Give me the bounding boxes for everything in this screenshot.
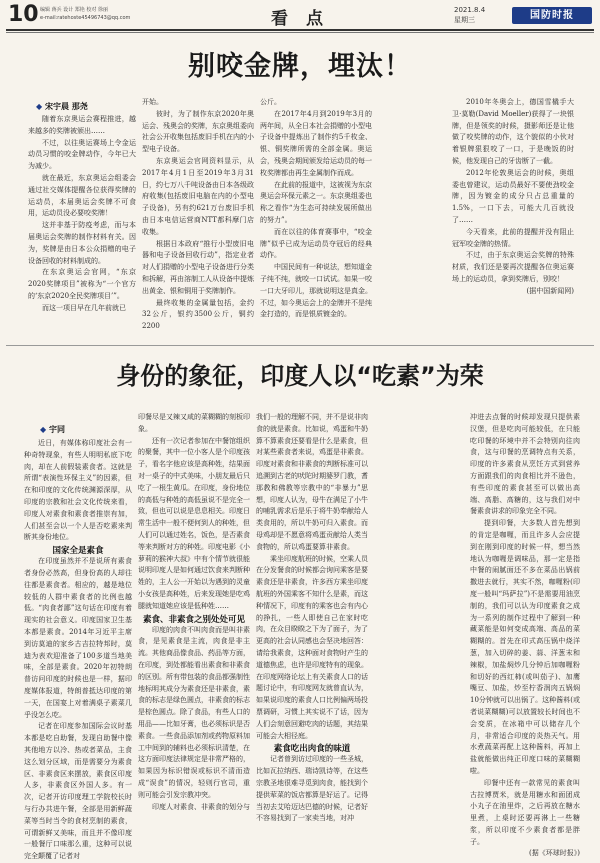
article2-byline <box>40 424 65 435</box>
subheading: 国家全是素食 <box>52 546 104 557</box>
article2-column-4 <box>470 412 580 858</box>
paragraph: 彼时，为了制作东京2020年奥运会、残奥会的奖牌，东京奥组委向社会公开收集包括废旧手机在内的小型电子设备。 <box>142 109 254 154</box>
paragraph: 印度的肉食不叫肉食而是叫非素食，是见素食是主流，肉食是非主流。其他商品像食品、药品等方面，在印度，到处都能看出素食和非素食的区别。所有带包装的食品都强制性地标明其成分为素食还是非素食，素食的标志是绿色圆点，非素食的标志是棕色圆点。除了食品，有些人口的用品——比如牙膏，也必须标识是否素食。一些食品添加剂或药物原料加工中间到的辅料也必须标识清楚，在这方面印度法律规定是非常严格的，如果因为标识错误或标识不清而造成“误食”的情况，轻则行官司，重则可能会引发宗教冲突。 <box>138 625 250 799</box>
newspaper-logo: 国防时报 <box>512 7 592 24</box>
header-rule <box>6 29 594 31</box>
paragraph: 根据日本政府“推行小型废旧电器和电子设备回收行动”，指定业者对人们捐赠的小型电子设备进行分类和拆解，再由溶制工人从设备中提炼出黄金、银和铜用于奖牌制作。 <box>142 239 254 295</box>
subheading: 素食吃出肉食的味道 <box>273 744 351 755</box>
paragraph: 就在最近，东京奥运会组委会通过社交媒体提醒各位获得奖牌的运动员，本届奥运会奖牌不可食用，运动员没必要咬奖牌！ <box>28 173 136 218</box>
article1-byline <box>36 101 88 112</box>
article2-column-3 <box>256 412 368 822</box>
article1-column-3 <box>260 97 372 340</box>
article2-headline: 身份的象征，印度人以“吃素”为荣 <box>116 362 484 390</box>
paragraph: 开始。 <box>142 98 163 106</box>
masthead <box>0 0 600 30</box>
article2-source: (据《环球时报》) <box>529 849 580 858</box>
paragraph: 印度人对素食、非素食的划分与 <box>152 802 250 811</box>
paragraph: 在此前的报道中，这被视为东京奥运会环保元素之一。东京奥组委也称之看作“为生态可持续发展所做出的努力”。 <box>260 180 372 224</box>
paragraph: 在东京奥运会官网，“东京2020奖牌项目”被称为“一个官方的‘东京2020全民奖牌项目’”。 <box>28 268 136 300</box>
paragraph: 还有一次记者参加在中餐馆组织的聚餐，其中一位小客人是个印度孩子，看名字他应该是高种姓，结果面对一桌子的中式美味，小朋友最后只吃了一根生黄瓜。在印度，身份地位的高低与种姓的高低虽说不是完全一致，但也可以说是息息相关。印度日常生活中一般不便何到人的种姓，但人们可以通过姓名，饭色，是否素食等来判断对方的种姓。印度电影《小萝莉的猴神大叔》中有个情节就很能说明印度人是如何通过饮食来判断种姓的，主人公一开始以为遇到的灵童小女孩是高种姓，后来发现她是吃鸡腿就知道她应该是低种姓…… <box>138 436 250 610</box>
paragraph: 中国民间有一种说法，想知道金子纯不纯，就咬一口试试。如果一咬一口大牙印儿，那就说明这是真金。不过，如今奥运会上的金牌并不是纯金打造的，而是银质镀金的。 <box>260 263 372 319</box>
date-text: 2021.8.4 <box>454 6 486 14</box>
article2-column-1 <box>24 438 132 861</box>
editors-line: 编辑 蒋兵 设计 郑艳 校对 徐丽 <box>40 7 108 13</box>
article1-column-4 <box>452 97 574 340</box>
paragraph: 而在以往的体育赛事中，“咬金牌”似乎已成为运动员夺冠后的经典动作。 <box>260 227 372 260</box>
page-number: 10 <box>8 2 39 27</box>
header-rule-thin <box>6 32 594 33</box>
paragraph: 2012年伦敦奥运会的时候，奥组委也曾建议，运动员最好不要使劲咬金牌，因为镀金的成分只占总重量的1.5%，一口下去，可能大几百就没了…… <box>452 168 574 224</box>
weekday-text: 星期三 <box>454 16 475 24</box>
paragraph: 印餐尽是又辣又咸的菜糊糊的刻板印象。 <box>138 413 250 433</box>
article-divider <box>6 345 594 346</box>
paragraph: 在2017年4月到2019年3月的两年间，从全日本社会捐赠的小型电子设备中提炼出了制作约5千枚金、银、铜奖牌所需的全部金属。奥运会，残奥会期间颁发给运动员的每一枚奖牌都由再生金属制作而成。 <box>260 109 372 177</box>
paragraph: 公斤。 <box>260 98 281 106</box>
paragraph: 而这一项目早在几年前就已 <box>42 303 126 312</box>
section-title: 看 点 <box>271 9 329 29</box>
paragraph: 我们一般的理解不同，并不是说非肉食的就是素食。比如说，鸡蛋和牛奶算不算素食还要看是什么是素食，但对某些素食者来说，鸡蛋是非素食。印度对素食和非素食的判断标准可以追溯到古老的吠陀时期婆罗门教，耆那教和佛教等宗教中的“非暴力”思想，印度人认为，母牛在满足了小牛的哺乳需求后是乐于将牛奶奉献给人类食用的，所以牛奶可归入素食。而母鸡却是不愿意将鸡蛋贡献给人类当食物的，所以鸡蛋要算非素食。 <box>256 413 368 551</box>
paragraph: 冲进去点餐的时候却发现只提供素汉堡，但是吃肉可能较低，在只能吃印餐的环境中并不会特别向往肉食，这与印餐的烹调特点有关系，印度的许多素食从烹饪方式到营养方面跟我们的肉食相比并不逊色，有些印度的素食甚至可以做出高端、高脂、高糖的，这与我们对中餐素食讲求的印象完全不同。 <box>470 413 580 516</box>
paragraph: 随着东京奥运会赛程推进，越来越多的奖牌被颁出…… <box>28 115 136 135</box>
paragraph: 不过，以往奥运赛场上令金运动员习惯的咬金牌动作，今年已大为减少。 <box>28 138 136 171</box>
diamond-icon: ◆ <box>40 425 47 434</box>
article2-author: 宇同 <box>48 425 65 434</box>
article1-column-2 <box>142 97 254 340</box>
article2-column-2 <box>138 412 250 822</box>
article1-headline: 别咬金牌，埋汰！ <box>188 51 412 82</box>
diamond-icon: ◆ <box>36 102 43 111</box>
paragraph: 不过，由于东京奥运会奖牌的特殊材质，我们还是要再次提醒各位奥运赛场上的运动员，拿到奖牌后，别咬！ <box>452 251 574 283</box>
paragraph: 最终收集的金属量包括，金约32公斤，银约3500公斤，铜约2200 <box>142 298 254 331</box>
paragraph: 记者曾到访过印度的一些圣城，比如瓦拉纳西、瑞诗凯诗等，在这些宗教圣地很难寻觅到肉食，能找到个提供荤菜的饭店都算是好运了。记得当初去艾哈迈达巴德的时候，记者好不容易找到了一家卖当地，对冲 <box>256 755 368 823</box>
paragraph: 乘坐印度航班的时候，空乘人员在分发餐食的时候都会询问乘客是要素食还是非素食，许多西方乘坐印度航班的外国乘客不知什么是素，而这种情况下，印度有的乘客也会有内心的挣扎，一些人即使自己在家时吃肉，在众目睽睽之下为了面子，为了更高的社会认同感也会坚决地回答：请给我素食，这种面对食物时产生的道德焦虑，也许是印度特有的现象。在印度网络论坛上有关素食人口的话题讨论中，有印度网友就曾直认为，如果说印度的素食人口比例偏两场投票调研，习惯上其实说不了话，因为人们会刻意回避吃肉的话题，其结果可能会大相径庭。 <box>256 554 368 740</box>
subheading: 素食、非素食之别处处可见 <box>142 614 245 625</box>
paragraph: 今天看来，此前的提醒并没有阻止冠军咬金牌的热情。 <box>452 227 574 248</box>
paragraph: 记者在印度参加国际会议时基本都是吃自助餐，发现自助餐中像其他地方以冷、热或者菜品，主食这么划分区域，而是需要分为素食区、非素食区来摆放，素食区印度人多，非素食区外国人多。有一次，记者开访印度理工学院校长时与行办共进午餐，全部是用新鲜蔬菜等当时当令的食材烹制的素食，可谓新鲜又美味，而且并不像印度一般餐厅口味那么重，这种可以说完全颠覆了记者对 <box>24 722 132 861</box>
article1-source: (据中国新闻网) <box>526 286 574 295</box>
article1-column-1 <box>28 114 136 340</box>
paragraph: 这并非基于防疫考虑，而与本届奥运会奖牌的制作材料有关。因为，奖牌是由日本公众捐赠的电子设备回收的材料制成的。 <box>28 221 136 265</box>
issue-date <box>454 5 485 25</box>
paragraph: 在印度虽然并不是说所有素食者身份必然高，但身份高的人却往往都是素食者。相应的，越是地位较低的人群中素食者的比例也越低。“肉食者鄙”这句话在印度有着现实的社会意义。印度国家卫生基本都是素食。2014年习近平主席到访莫迪的家乡古吉拉特邦时，莫迪为表欢迎准备了100多道当地美味，全部是素食。2020年初特朗普访问印度的时候也是一样，据印度媒体报道，特朗普抵达印度的第一天，在国宴上对着满桌子素菜几乎没怎么吃。 <box>24 557 132 719</box>
email-line: e-mail:ratehoste45496743@qq.com <box>40 15 131 21</box>
paragraph: 2010年冬奥会上，德国雪橇手大卫·莫勒(David Moeller)获得了一块银牌，但是领奖的时候，摄影师还是让他做了咬奖牌的动作，这个貌似的小伙对着银牌狠狠咬了一口，于是晚饭的时候，他发现自己的牙齿断了一截。 <box>452 98 574 165</box>
paragraph: 印餐中还有一款常见的素食叫古拉博贾米，就是用糖水和面团成小丸子在油里炸，之后再放在糖水里煮，上桌时还要再淋上一些糖浆，所以印度不少素食者都是胖子。 <box>470 778 580 846</box>
paragraph: 近日，有媒体称印度社会有一种奇特现象，有些人明明私底下吃肉，却在人前假装素食者。这就是所谓“表演性环保主义”的因素，但在和印度的文化传统渊源深厚，从印度的宗教和社会文化传统来看，印度人对素食和素食者推崇有加，人们甚至会以一个人是否吃素来判断其身份地位。 <box>24 439 132 542</box>
paragraph: 提到印餐，大多数人首先想到的肯定是咖喱，而且许多人会应提到在刚到印度的时候一样，想当然地认为咖喱是调味品，那一定是指中餐的闹腻面还不多在菜品出锅前撒进去就行，其实不然，咖喱粉(印度一般叫“玛萨拉”)不是需要用油烹制的，我们可以认为印度素食之成为一系列的制作过程中了解到一种藏菜能是如何变成高端、高品的菜糊糊的。首先在印式高压锅中烧洋葱，加入切碎的姜、蒜、洋葱末和辣椒，加盐焖炒几分钟后加咖喱粉和切好的西红柿(或叫茄子)、加鹰嘴豆、加盐，炒至柠香润肉五锅焖10分钟就可以出锅了。这种酱料(或者说菜糊糊)可以放置较长时间也不会变质，在冰箱中可以储存几个月，非常适合印度的炎热天气。用水煮蔬菜再配上这种酱料，再加上盐就能做出纯正印度口味的菜糊糊啦。 <box>470 519 580 775</box>
article1-authors: 宋宇晨 那尧 <box>44 102 88 111</box>
paragraph: 东京奥运会官网资料显示，从2017年4月1日至2019年3月31日，约七万八千吨设备由日本各级政府收集(包括废旧电脑在内的小型电子设备)，另有约621万台废旧手机由日本电信运营商NTT都科摩门店收集。 <box>142 156 254 236</box>
